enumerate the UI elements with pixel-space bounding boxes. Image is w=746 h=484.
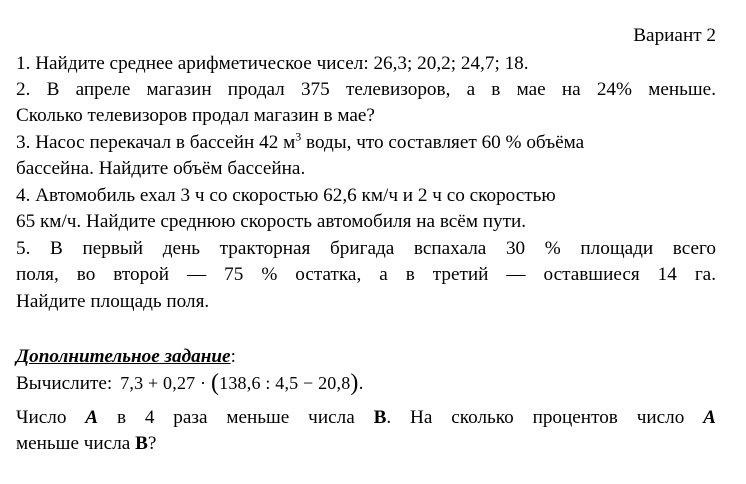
problem-2-line-2: Сколько телевизоров продал магазин в мае? bbox=[16, 105, 375, 126]
variable-b: B bbox=[373, 407, 387, 428]
extra-task-colon: : bbox=[230, 346, 236, 367]
variable-a-second: A bbox=[703, 407, 716, 428]
compute-label: Вычислите: bbox=[16, 373, 113, 394]
compute-line bbox=[16, 371, 363, 396]
formula-paren-close: ) bbox=[350, 370, 359, 396]
cubic-exponent: 3 bbox=[295, 129, 302, 144]
formula-period: . bbox=[358, 373, 364, 394]
problem-5-line-3: Найдите площадь поля. bbox=[16, 291, 210, 312]
q-text-5: ? bbox=[147, 433, 157, 454]
q-text-4: меньше числа bbox=[16, 433, 136, 454]
q-text-1: Число bbox=[16, 407, 86, 428]
formula-paren-open: ( bbox=[210, 370, 220, 396]
problem-3-text-a: 3. Насос перекачал в бассейн 42 м bbox=[16, 132, 296, 153]
extra-task-title: Дополнительное задание bbox=[16, 346, 231, 367]
variant-label: Вариант 2 bbox=[633, 25, 716, 46]
problem-1: 1. Найдите среднее арифметическое чисел: 26,3; 20,2; 24,7; 18. bbox=[16, 53, 529, 74]
problem-5-line-2: поля, во второй — 75 % остатка, а в третий — оставшиеся 14 га. bbox=[16, 264, 716, 285]
q-text-3: . На сколько процентов число bbox=[386, 407, 704, 428]
formula bbox=[120, 370, 359, 396]
variable-a: A bbox=[85, 407, 99, 428]
extra-task-heading bbox=[16, 345, 236, 369]
problem-3-line-1 bbox=[16, 131, 584, 155]
formula-part-a: 7,3 + 0,27 · bbox=[120, 373, 211, 393]
problem-4-line-2: 65 км/ч. Найдите среднюю скорость автомобиля на всём пути. bbox=[16, 211, 527, 232]
q-text-2: в 4 раза меньше числа bbox=[98, 407, 374, 428]
percent-question-line-2 bbox=[16, 432, 156, 456]
problem-4-line-1: 4. Автомобиль ехал 3 ч со скоростью 62,6 км/ч и 2 ч со скоростью bbox=[16, 185, 556, 206]
formula-part-b: 138,6 : 4,5 − 20,8 bbox=[219, 373, 351, 393]
variable-b-second: B bbox=[135, 433, 148, 454]
problem-3-text-b: воды, что составляет 60 % объёма bbox=[301, 132, 585, 153]
problem-3-line-2: бассейна. Найдите объём бассейна. bbox=[16, 158, 306, 179]
percent-question-line-1 bbox=[16, 406, 716, 430]
problem-2-line-1: 2. В апреле магазин продал 375 телевизоров, а в мае на 24% меньше. bbox=[16, 79, 716, 100]
problem-5-line-1: 5. В первый день тракторная бригада вспахала 30 % площади всего bbox=[16, 238, 716, 259]
